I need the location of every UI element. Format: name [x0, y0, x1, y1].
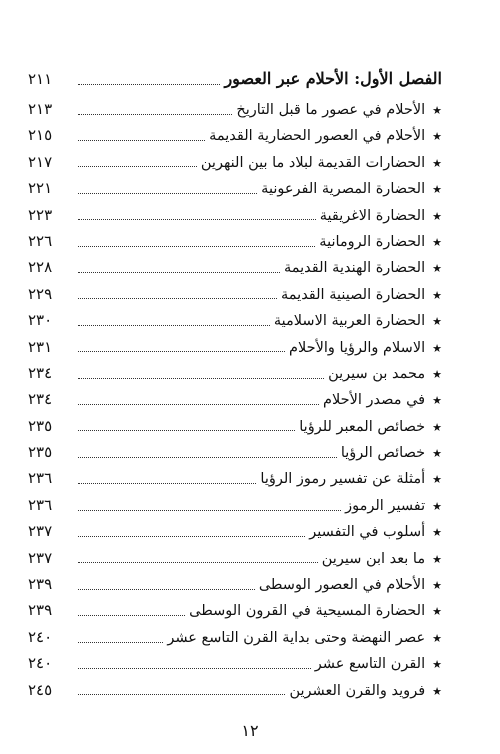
- toc-entry-title: خصائص المعبر للرؤيا: [299, 418, 426, 435]
- toc-entry-page-number: ٢٣٦: [28, 469, 53, 488]
- toc-entry-page-number: ٢٢١: [28, 179, 53, 198]
- dot-leader: [78, 694, 285, 695]
- toc-entry-title: في مصدر الأحلام: [323, 392, 426, 409]
- star-bullet-icon: ★: [432, 684, 442, 698]
- toc-entry: [28, 465, 442, 491]
- dot-leader: [78, 457, 337, 458]
- toc-entry: [28, 624, 442, 650]
- dot-leader: [78, 536, 305, 537]
- toc-entry: [28, 281, 442, 307]
- toc-entry-page-number: ٢١٥: [28, 126, 53, 145]
- toc-entry-page-number: ٢٣٩: [28, 601, 53, 620]
- dot-leader: [78, 378, 324, 379]
- dot-leader: [78, 246, 315, 247]
- star-bullet-icon: ★: [432, 579, 442, 593]
- toc-entry-page-number: ٢٢٦: [28, 231, 53, 250]
- toc-entry-page-number: ٢٢٨: [28, 258, 53, 277]
- toc-entry-title: الحضارات القديمة لبلاد ما بين النهرين: [200, 154, 426, 171]
- toc-entry-title: الأحلام في العصور الوسطى: [258, 577, 426, 594]
- star-bullet-icon: ★: [432, 156, 442, 170]
- toc-entry-title: محمد بن سيرين: [328, 365, 426, 382]
- toc-entry: [28, 228, 442, 254]
- toc-entry: [28, 175, 442, 201]
- dot-leader: [78, 562, 318, 563]
- toc-entry-page-number: ٢٣٠: [28, 311, 53, 330]
- toc-entry-page-number: ٢٣١: [28, 337, 53, 356]
- star-bullet-icon: ★: [432, 367, 442, 381]
- table-of-contents: [28, 64, 442, 703]
- toc-entry-title: الحضارة العربية الاسلامية: [273, 313, 426, 330]
- toc-entry-page-number: ٢٤٠: [28, 654, 53, 673]
- toc-entry: [28, 254, 442, 280]
- toc-entry-page-number: ٢٤٥: [28, 680, 53, 699]
- toc-entry: [28, 492, 442, 518]
- toc-entry-page-number: ٢٢٣: [28, 205, 53, 224]
- toc-entry-page-number: ٢٣٦: [28, 495, 53, 514]
- dot-leader: [78, 193, 257, 194]
- star-bullet-icon: ★: [432, 526, 442, 540]
- dot-leader: [78, 430, 295, 431]
- star-bullet-icon: ★: [432, 605, 442, 619]
- toc-entry: [28, 677, 442, 703]
- toc-entry: [28, 597, 442, 623]
- dot-leader: [78, 114, 232, 115]
- toc-entry: [28, 334, 442, 360]
- toc-entry-title: ما بعد ابن سيرين: [321, 550, 426, 567]
- toc-entry-title: أمثلة عن تفسير رموز الرؤيا: [260, 471, 426, 488]
- star-bullet-icon: ★: [432, 235, 442, 249]
- dot-leader: [78, 219, 316, 220]
- dot-leader: [78, 668, 311, 669]
- dot-leader: [78, 298, 277, 299]
- dot-leader: [78, 615, 185, 616]
- star-bullet-icon: ★: [432, 658, 442, 672]
- dot-leader: [78, 351, 285, 352]
- dot-leader: [78, 325, 270, 326]
- star-bullet-icon: ★: [432, 183, 442, 197]
- toc-entry-page-number: ٢٣٩: [28, 575, 53, 594]
- toc-entry-title: الأحلام في عصور ما قبل التاريخ: [236, 102, 426, 118]
- toc-entry-title: الأحلام في العصور الحضارية القديمة: [209, 128, 426, 145]
- toc-entry-page-number: ٢١٣: [28, 100, 53, 118]
- toc-entry-title: أسلوب في التفسير: [309, 524, 426, 541]
- toc-entry: [28, 439, 442, 465]
- star-bullet-icon: ★: [432, 104, 442, 117]
- toc-entry-title: الحضارة المصرية الفرعونية: [261, 181, 426, 198]
- toc-entry: [28, 307, 442, 333]
- chapter-heading: [28, 64, 442, 94]
- star-bullet-icon: ★: [432, 552, 442, 566]
- toc-entry: [28, 96, 442, 122]
- toc-entry: [28, 122, 442, 148]
- toc-entry: [28, 545, 442, 571]
- star-bullet-icon: ★: [432, 130, 442, 144]
- toc-entry-page-number: ٢٣٧: [28, 548, 53, 567]
- dot-leader: [78, 483, 256, 484]
- toc-entry-title: الحضارة الهندية القديمة: [283, 260, 426, 277]
- dot-leader: [78, 589, 255, 590]
- toc-entry-page-number: ٢٣٤: [28, 363, 53, 382]
- toc-entry-page-number: ٢١٧: [28, 152, 53, 171]
- star-bullet-icon: ★: [432, 447, 442, 461]
- star-bullet-icon: ★: [432, 499, 442, 513]
- star-bullet-icon: ★: [432, 315, 442, 329]
- toc-entry-page-number: ٢٣٥: [28, 416, 53, 435]
- toc-entry-page-number: ٢٣٤: [28, 390, 53, 409]
- toc-entry: [28, 518, 442, 544]
- toc-entry: [28, 571, 442, 597]
- star-bullet-icon: ★: [432, 209, 442, 223]
- star-bullet-icon: ★: [432, 473, 442, 487]
- toc-entry-page-number: ٢٣٥: [28, 443, 53, 462]
- chapter-page-number: ٢١١: [28, 70, 53, 88]
- toc-entry: [28, 650, 442, 676]
- toc-entry-title: الحضارة الصينية القديمة: [281, 286, 426, 303]
- toc-entry-title: تفسير الرموز: [345, 497, 426, 514]
- star-bullet-icon: ★: [432, 631, 442, 645]
- toc-entry-title: القرن التاسع عشر: [314, 656, 426, 673]
- star-bullet-icon: ★: [432, 420, 442, 434]
- dot-leader: [78, 84, 220, 85]
- toc-entry-title: الحضارة الرومانية: [319, 233, 426, 250]
- star-bullet-icon: ★: [432, 341, 442, 355]
- dot-leader: [78, 510, 341, 511]
- folio-page-number: ١٢: [241, 721, 259, 740]
- toc-entry-title: الحضارة المسيحية في القرون الوسطى: [189, 603, 426, 620]
- dot-leader: [78, 642, 163, 643]
- toc-entry: [28, 386, 442, 412]
- toc-entry-page-number: ٢٤٠: [28, 627, 53, 646]
- toc-entry: [28, 202, 442, 228]
- star-bullet-icon: ★: [432, 288, 442, 302]
- toc-entry: [28, 413, 442, 439]
- dot-leader: [78, 166, 197, 167]
- toc-entry-title: خصائص الرؤيا: [340, 445, 426, 462]
- toc-entry-title: فرويد والقرن العشرين: [289, 682, 426, 699]
- toc-entry-title: الاسلام والرؤيا والأحلام: [289, 339, 426, 356]
- toc-entry: [28, 149, 442, 175]
- dot-leader: [78, 404, 319, 405]
- chapter-title: الفصل الأول: الأحلام عبر العصور: [224, 69, 442, 88]
- toc-entry-page-number: ٢٣٧: [28, 522, 53, 541]
- dot-leader: [78, 140, 205, 141]
- toc-entry-title: الحضارة الاغريقية: [319, 207, 426, 224]
- toc-entry-title: عصر النهضة وحتى بداية القرن التاسع عشر: [167, 629, 426, 646]
- toc-entry-page-number: ٢٢٩: [28, 284, 53, 303]
- star-bullet-icon: ★: [432, 262, 442, 276]
- dot-leader: [78, 272, 280, 273]
- star-bullet-icon: ★: [432, 394, 442, 408]
- toc-entry: [28, 360, 442, 386]
